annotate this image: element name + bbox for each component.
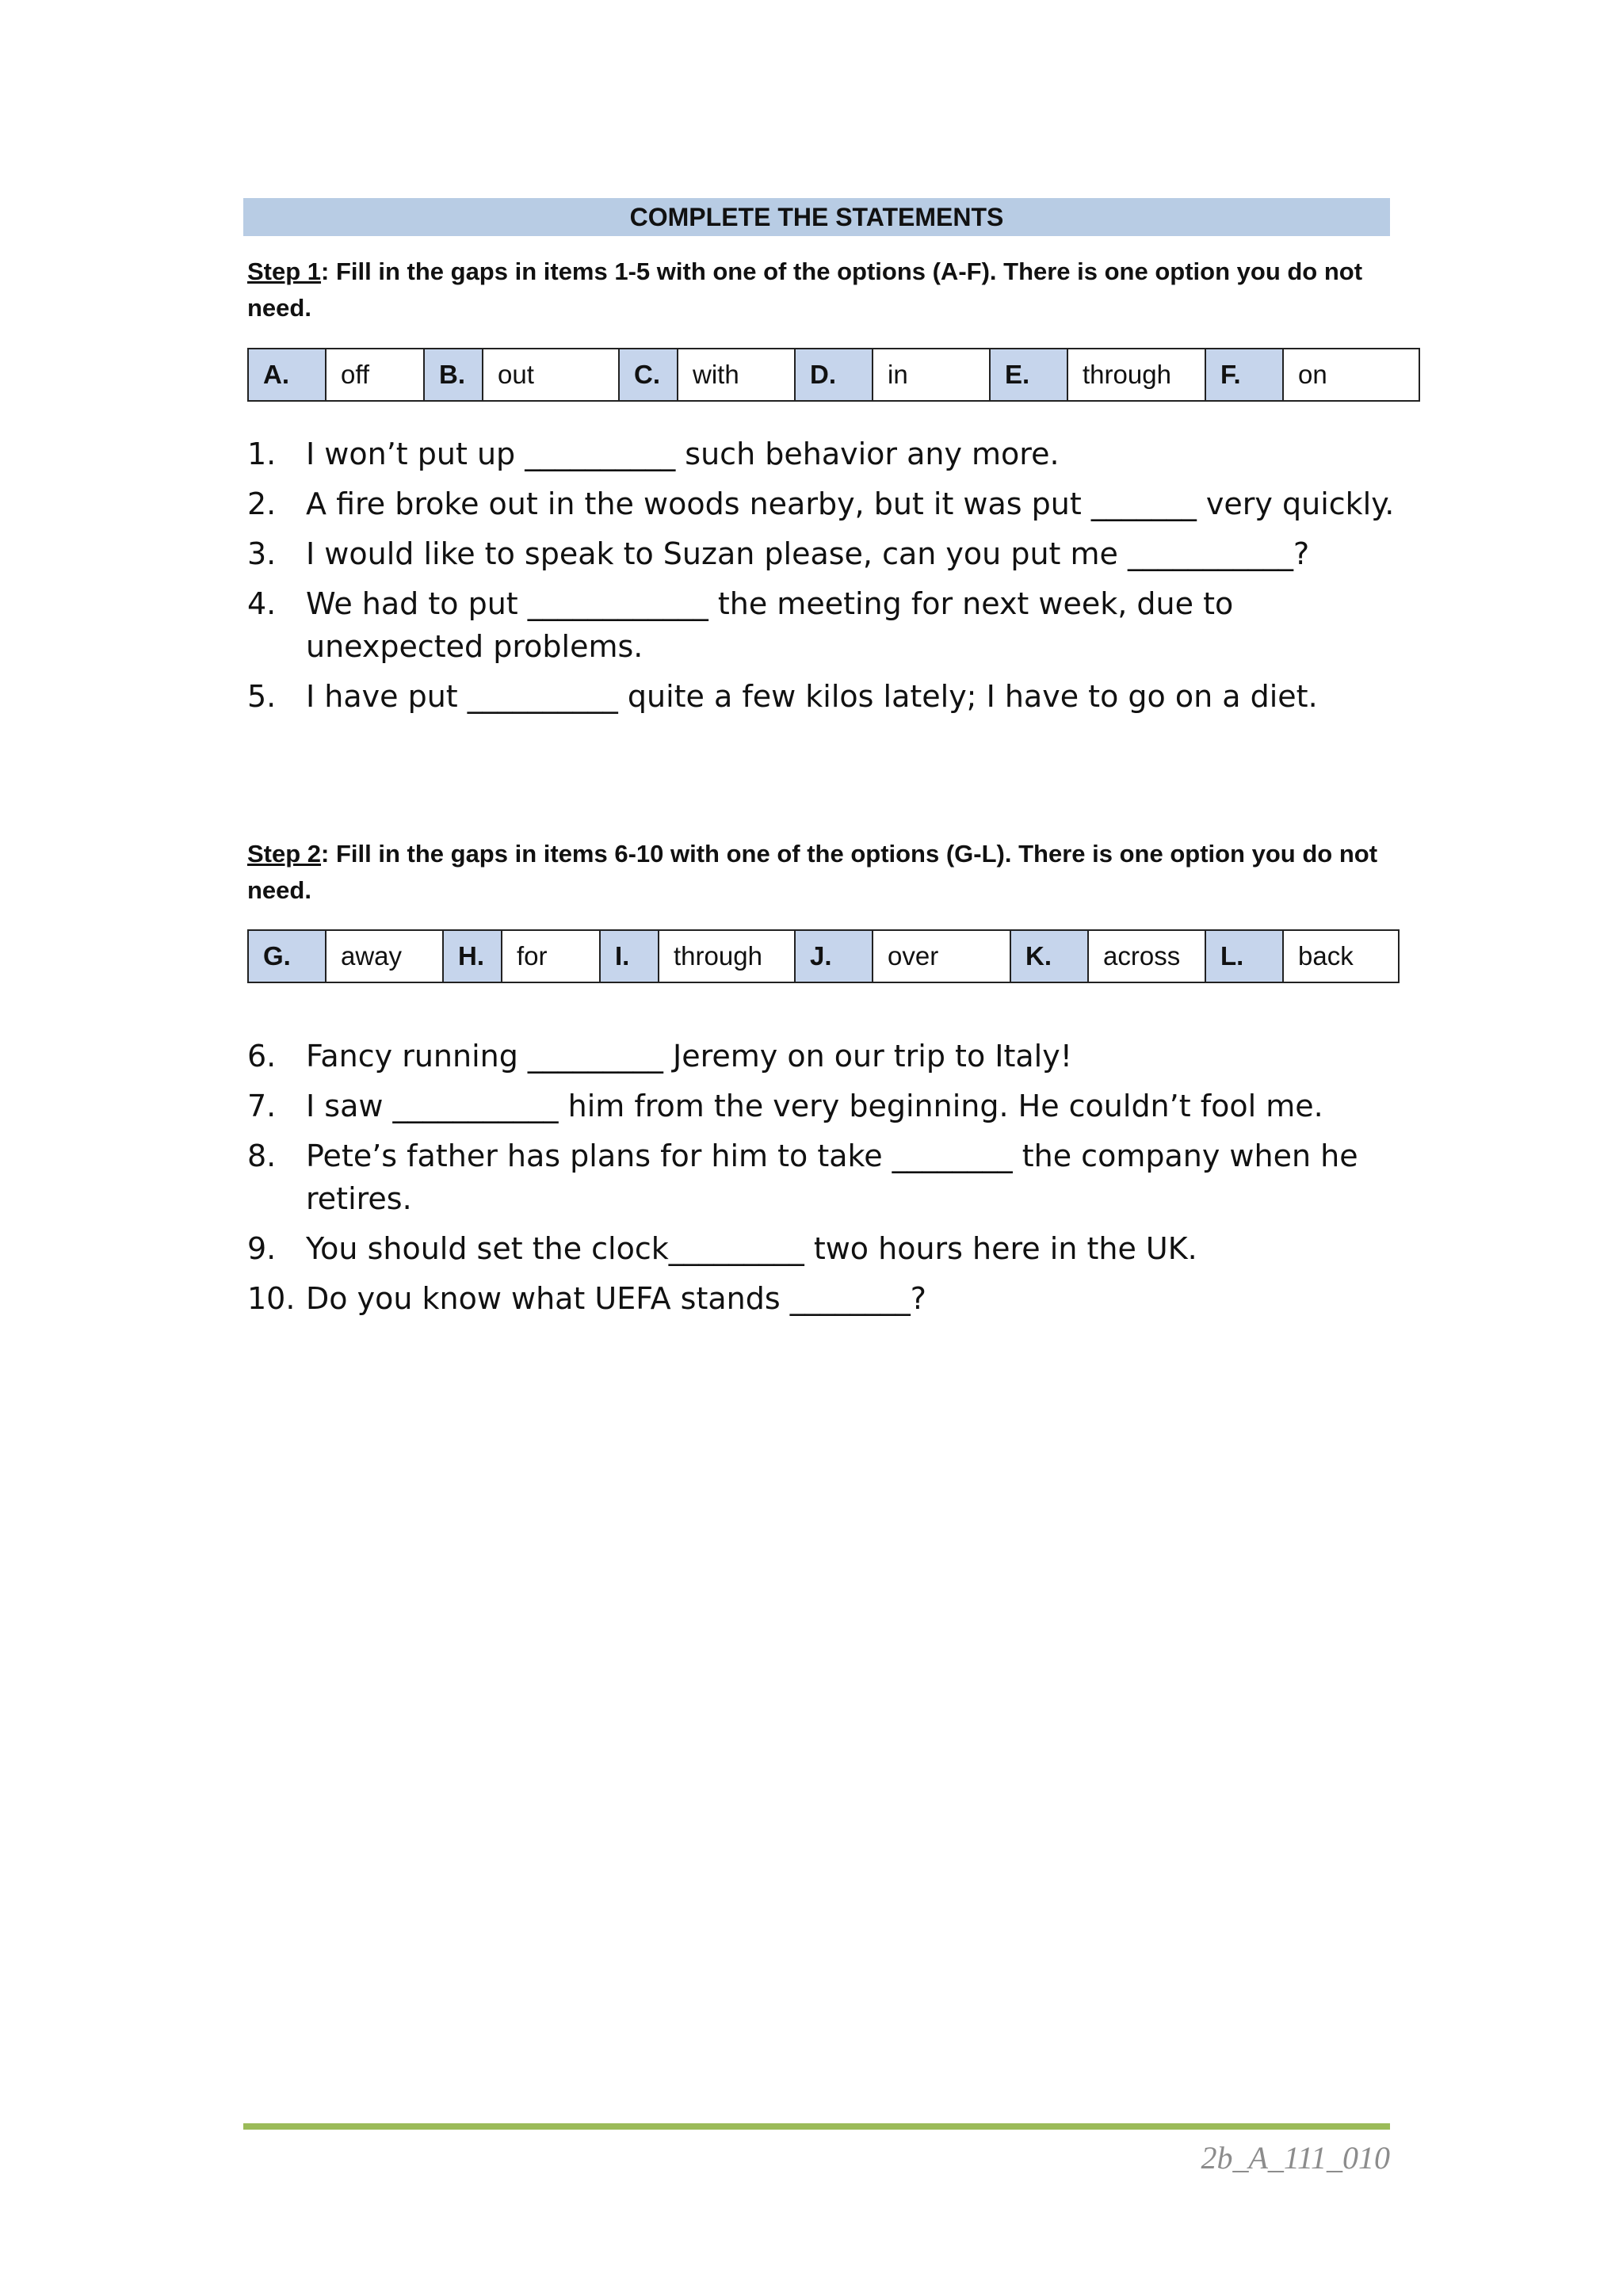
item-number: 8.: [247, 1138, 277, 1173]
item-number: 1.: [247, 437, 277, 471]
step1-options-row: [248, 349, 1419, 401]
list-item: [247, 1085, 1404, 1127]
option-word: out: [483, 349, 619, 401]
option-word: over: [873, 930, 1010, 982]
step2-instruction: [247, 836, 1396, 909]
item-text: We had to put ____________ the meeting for next week, due to unexpected problems.: [306, 586, 1234, 664]
option-word: on: [1283, 349, 1419, 401]
step2-options-row: [248, 930, 1399, 982]
item-number: 6.: [247, 1039, 277, 1074]
step2-options-table: [247, 929, 1400, 983]
option-letter: B.: [424, 349, 483, 401]
item-text: I saw ___________ him from the very beginning. He couldn’t fool me.: [306, 1089, 1323, 1123]
document-code: 2b_A_111_010: [1201, 2140, 1390, 2176]
option-word: away: [326, 930, 443, 982]
item-number: 4.: [247, 586, 277, 621]
item-text: You should set the clock_________ two hours here in the UK.: [306, 1231, 1197, 1266]
step2-text: : Fill in the gaps in items 6-10 with one of the options (G-L). There is one option you do not need.: [247, 840, 1378, 904]
list-item: [247, 1227, 1404, 1270]
step2-items: [247, 1035, 1404, 1327]
footer-divider: [243, 2123, 1390, 2130]
option-word: through: [1067, 349, 1205, 401]
step1-options-table: [247, 348, 1420, 402]
step2-label: Step 2: [247, 840, 322, 868]
option-letter: A.: [248, 349, 326, 401]
list-item: [247, 433, 1404, 475]
list-item: [247, 582, 1404, 668]
option-word: off: [326, 349, 424, 401]
item-number: 2.: [247, 486, 277, 521]
option-word: for: [502, 930, 600, 982]
item-number: 3.: [247, 536, 277, 571]
option-word: through: [659, 930, 795, 982]
list-item: [247, 532, 1404, 575]
item-text: I won’t put up __________ such behavior any more.: [306, 437, 1060, 471]
list-item: [247, 1035, 1404, 1077]
option-letter: G.: [248, 930, 326, 982]
list-item: [247, 1277, 1404, 1320]
option-word: in: [873, 349, 990, 401]
item-text: Pete’s father has plans for him to take ________ the company when he retires.: [306, 1138, 1358, 1216]
option-word: with: [678, 349, 795, 401]
step1-label: Step 1: [247, 257, 322, 285]
item-text: I would like to speak to Suzan please, can you put me ___________?: [306, 536, 1310, 571]
list-item: [247, 675, 1404, 718]
list-item: [247, 1135, 1404, 1220]
item-number: 9.: [247, 1231, 277, 1266]
item-number: 10.: [247, 1281, 296, 1316]
item-text: A fire broke out in the woods nearby, but it was put _______ very quickly.: [306, 486, 1395, 521]
option-letter: K.: [1010, 930, 1088, 982]
option-word: across: [1088, 930, 1205, 982]
option-letter: H.: [443, 930, 502, 982]
option-letter: F.: [1205, 349, 1283, 401]
option-letter: C.: [619, 349, 678, 401]
item-text: I have put __________ quite a few kilos lately; I have to go on a diet.: [306, 679, 1318, 714]
item-text: Do you know what UEFA stands ________?: [306, 1281, 926, 1316]
list-item: [247, 482, 1404, 525]
option-letter: E.: [990, 349, 1067, 401]
option-letter: J.: [795, 930, 873, 982]
item-number: 5.: [247, 679, 277, 714]
step1-text: : Fill in the gaps in items 1-5 with one of the options (A-F). There is one option you do not need.: [247, 257, 1363, 322]
worksheet-title: COMPLETE THE STATEMENTS: [243, 198, 1390, 236]
option-letter: I.: [600, 930, 659, 982]
item-text: Fancy running _________ Jeremy on our trip to Italy!: [306, 1039, 1072, 1074]
option-word: back: [1283, 930, 1399, 982]
step1-items: [247, 433, 1404, 725]
item-number: 7.: [247, 1089, 277, 1123]
option-letter: D.: [795, 349, 873, 401]
option-letter: L.: [1205, 930, 1283, 982]
step1-instruction: [247, 254, 1396, 326]
